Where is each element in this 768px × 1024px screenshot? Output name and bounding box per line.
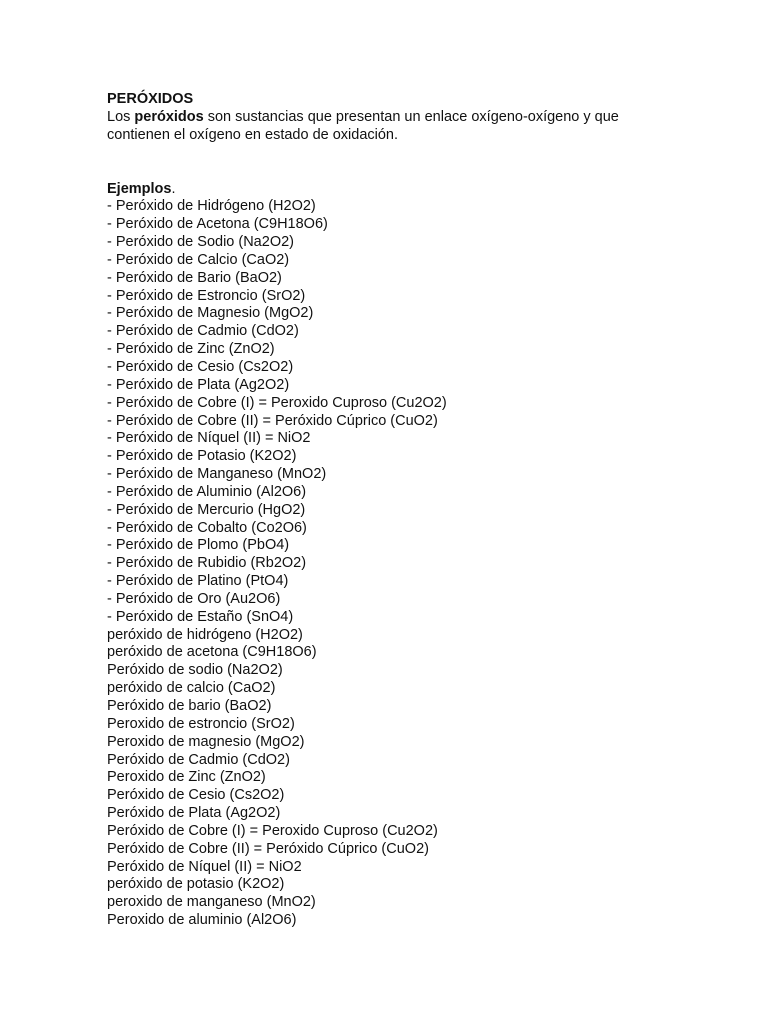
dashed-list-item: - Peróxido de Rubidio (Rb2O2) bbox=[107, 555, 307, 572]
dashed-list-item: - Peróxido de Plomo (PbO4) bbox=[107, 537, 290, 554]
document-title: PERÓXIDOS bbox=[107, 91, 194, 107]
dashed-list-item: - Peróxido de Calcio (CaO2) bbox=[107, 251, 290, 268]
plain-list-item: Peróxido de Plata (Ag2O2) bbox=[107, 805, 281, 822]
plain-list-item: Peroxido de estroncio (SrO2) bbox=[107, 715, 295, 732]
examples-heading bbox=[107, 181, 667, 199]
dashed-list-item: - Peróxido de Aluminio (Al2O6) bbox=[107, 483, 307, 500]
plain-list-item: Peróxido de Níquel (II) = NiO2 bbox=[107, 858, 302, 875]
plain-list-item: peroxido de manganeso (MnO2) bbox=[107, 894, 316, 911]
plain-list-item: Peróxido de sodio (Na2O2) bbox=[107, 662, 283, 679]
dashed-list-item: - Peróxido de Acetona (C9H18O6) bbox=[107, 216, 328, 233]
dashed-list-item: - Peróxido de Bario (BaO2) bbox=[107, 269, 282, 286]
intro-paragraph bbox=[107, 109, 667, 145]
dashed-list-item: - Peróxido de Manganeso (MnO2) bbox=[107, 466, 327, 483]
dashed-list-item: - Peróxido de Hidrógeno (H2O2) bbox=[107, 198, 316, 215]
plain-list-item: Peróxido de Cobre (II) = Peróxido Cúprico (CuO2) bbox=[107, 840, 429, 857]
dashed-list-item: - Peróxido de Platino (PtO4) bbox=[107, 573, 289, 590]
dashed-list-item: - Peróxido de Cadmio (CdO2) bbox=[107, 323, 299, 340]
dashed-examples-list bbox=[107, 198, 667, 626]
plain-list-item: Peróxido de bario (BaO2) bbox=[107, 698, 272, 714]
dashed-list-item: - Peróxido de Cesio (Cs2O2) bbox=[107, 358, 294, 375]
plain-list-item: Peróxido de Cobre (I) = Peroxido Cuproso (Cu2O2) bbox=[107, 822, 438, 839]
plain-list-item: Peróxido de Cadmio (CdO2) bbox=[107, 751, 290, 768]
examples-heading-label: Ejemplos bbox=[107, 180, 172, 197]
document-page bbox=[107, 91, 667, 930]
dashed-list-item: - Peróxido de Cobre (I) = Peroxido Cuproso (Cu2O2) bbox=[107, 394, 447, 411]
plain-list-item: peróxido de potasio (K2O2) bbox=[107, 876, 285, 893]
dashed-list-item: - Peróxido de Plata (Ag2O2) bbox=[107, 376, 290, 393]
plain-list-item: Peroxido de aluminio (Al2O6) bbox=[107, 912, 297, 929]
intro-rest: son sustancias que presentan un enlace oxígeno-oxígeno y que contienen el oxígeno en estado de oxidación. bbox=[107, 108, 619, 143]
dashed-list-item: - Peróxido de Níquel (II) = NiO2 bbox=[107, 430, 311, 447]
dashed-list-item: - Peróxido de Estaño (SnO4) bbox=[107, 608, 294, 625]
plain-list-item: peróxido de acetona (C9H18O6) bbox=[107, 644, 317, 661]
dashed-list-item: - Peróxido de Cobre (II) = Peróxido Cúprico (CuO2) bbox=[107, 412, 438, 429]
plain-examples-list bbox=[107, 627, 667, 930]
intro-bold-term: peróxidos bbox=[134, 108, 204, 125]
plain-list-item: peróxido de hidrógeno (H2O2) bbox=[107, 626, 303, 643]
dashed-list-item: - Peróxido de Sodio (Na2O2) bbox=[107, 234, 294, 251]
dashed-list-item: - Peróxido de Potasio (K2O2) bbox=[107, 448, 297, 465]
intro-lead: Los bbox=[107, 108, 135, 125]
plain-list-item: Peróxido de Cesio (Cs2O2) bbox=[107, 787, 285, 804]
dashed-list-item: - Peróxido de Estroncio (SrO2) bbox=[107, 287, 306, 304]
dashed-list-item: - Peróxido de Cobalto (Co2O6) bbox=[107, 519, 307, 536]
dashed-list-item: - Peróxido de Zinc (ZnO2) bbox=[107, 341, 275, 358]
plain-list-item: Peroxido de Zinc (ZnO2) bbox=[107, 769, 266, 786]
plain-list-item: peróxido de calcio (CaO2) bbox=[107, 680, 276, 697]
dashed-list-item: - Peróxido de Mercurio (HgO2) bbox=[107, 501, 306, 518]
dashed-list-item: - Peróxido de Magnesio (MgO2) bbox=[107, 305, 314, 322]
examples-heading-suffix: . bbox=[171, 180, 176, 197]
dashed-list-item: - Peróxido de Oro (Au2O6) bbox=[107, 590, 281, 607]
plain-list-item: Peroxido de magnesio (MgO2) bbox=[107, 733, 305, 750]
